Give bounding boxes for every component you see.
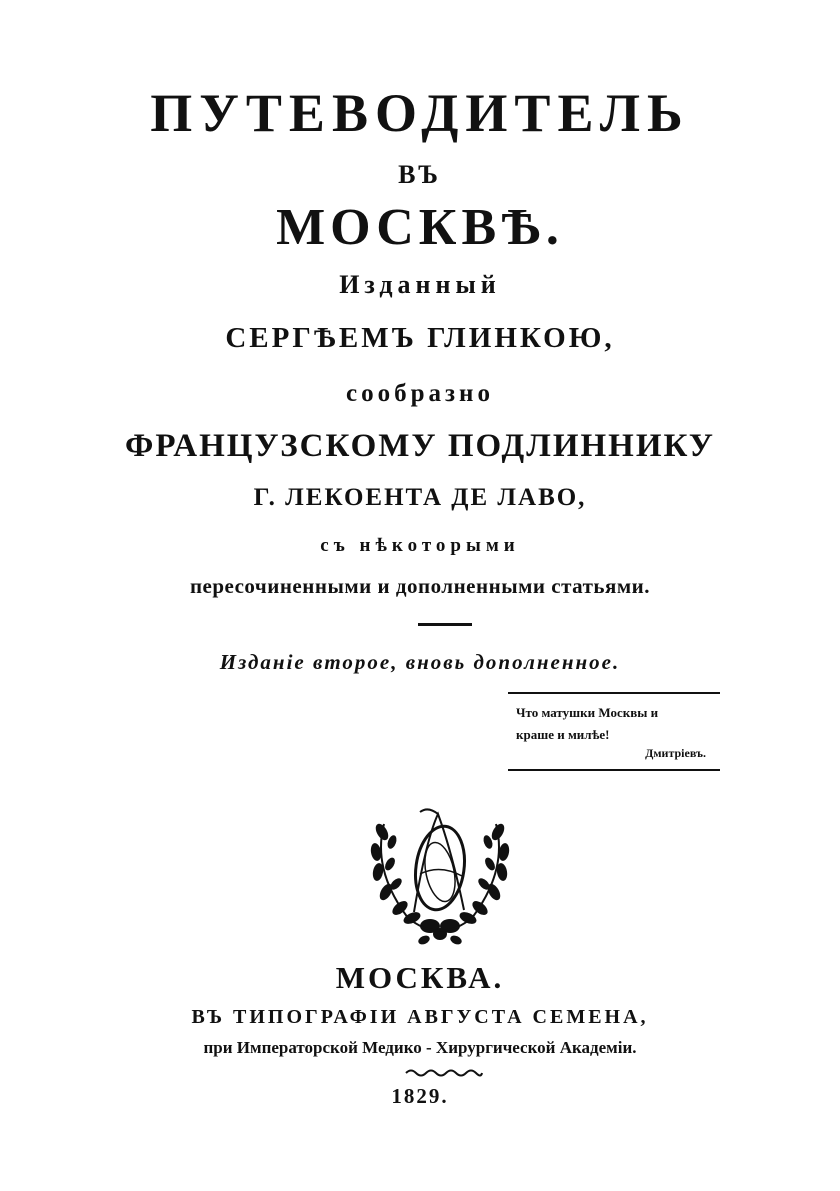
title-preposition: ВЪ [398,160,442,189]
imprint-place: МОСКВА. [335,960,505,995]
french-original-label: ФРАНЦУЗСКОМУ ПОДЛИННИКУ [124,428,716,464]
imprint-press: ВЪ ТИПОГРАФІИ АВГУСТА СЕМЕНА, [191,1006,649,1028]
epigraph-line-1: Что матушки Москвы и [516,705,659,720]
imprint-year: 1829. [391,1084,449,1108]
wavy-ornament-icon [404,1068,484,1078]
accordance-label: сообразно [346,380,494,407]
divider-rule [418,623,472,626]
source-author: Г. ЛЕКОЕНТА ДЕ ЛАВО, [253,484,587,511]
revised-articles-label: пересочиненными и дополненными статьями. [189,574,651,598]
epigraph [508,692,720,771]
epigraph-signature: Дмитріевъ. [645,746,706,760]
published-label: Изданный [339,270,501,299]
laurel-wreath-monogram-icon [368,800,512,948]
book-title: ПУТЕВОДИТЕЛЬ [150,83,690,143]
imprint-academy: при Императорской Медико - Хирургической Академіи. [203,1038,637,1057]
with-some-label: съ нѣкоторыми [320,535,520,556]
edition-label: Изданіе второе, вновь дополненное. [219,650,621,674]
epigraph-bottom-rule [508,769,720,771]
title-city: МОСКВѢ. [276,199,564,256]
author-name: СЕРГѢЕМЪ ГЛИНКОЮ, [225,322,615,354]
epigraph-line-2: краше и милѣе! [516,727,610,742]
